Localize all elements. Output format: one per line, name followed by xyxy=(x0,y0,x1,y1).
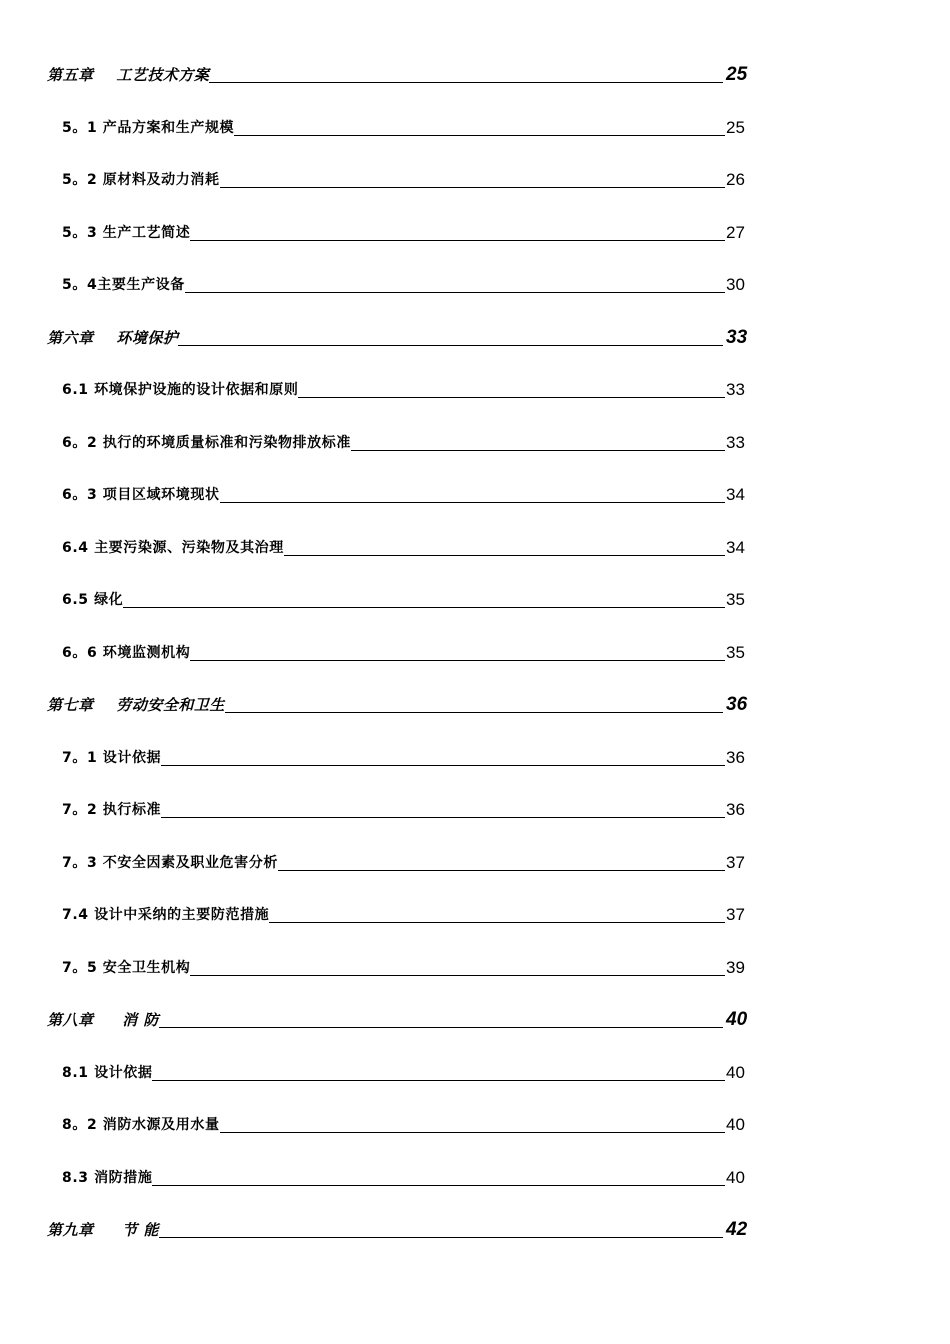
toc-chapter-6[interactable] xyxy=(0,318,950,348)
toc-entry-label: 第七章 劳动安全和卫生 xyxy=(47,696,225,714)
toc-page-number: 35 xyxy=(726,590,745,609)
toc-leader-line xyxy=(190,240,725,241)
toc-entry-label: 6。2 执行的环境质量标准和污染物排放标准 xyxy=(62,435,351,451)
toc-page-number: 36 xyxy=(726,694,748,715)
toc-entry-label: 第六章 环境保护 xyxy=(47,329,179,347)
toc-leader-line xyxy=(152,1080,725,1081)
toc-chapter-8[interactable] xyxy=(0,1000,950,1030)
toc-leader-line xyxy=(220,502,725,503)
toc-entry-label: 5。2 原材料及动力消耗 xyxy=(62,172,220,188)
toc-chapter-7[interactable] xyxy=(0,685,950,715)
toc-section-5-1[interactable] xyxy=(0,108,950,138)
toc-entry-label: 8。2 消防水源及用水量 xyxy=(62,1117,220,1133)
toc-page-number: 37 xyxy=(726,853,745,872)
toc-section-5-4[interactable] xyxy=(0,265,950,295)
toc-entry-label: 6.5 绿化 xyxy=(62,592,124,608)
toc-section-6-4[interactable] xyxy=(0,528,950,558)
toc-leader-line xyxy=(152,1185,725,1186)
toc-leader-line xyxy=(159,1237,723,1238)
toc-entry-label: 7。5 安全卫生机构 xyxy=(62,960,191,976)
toc-entry-label: 6。3 项目区域环境现状 xyxy=(62,487,220,503)
toc-leader-line xyxy=(159,1027,723,1028)
toc-leader-line xyxy=(351,450,725,451)
toc-section-6-5[interactable] xyxy=(0,580,950,610)
toc-entry-label: 5。3 生产工艺简述 xyxy=(62,225,191,241)
toc-entry-label: 6.1 环境保护设施的设计依据和原则 xyxy=(62,382,299,398)
toc-page-number: 40 xyxy=(726,1009,748,1030)
toc-leader-line xyxy=(225,712,723,713)
toc-page-number: 34 xyxy=(726,485,745,504)
toc-section-5-3[interactable] xyxy=(0,213,950,243)
toc-entry-label: 5。4主要生产设备 xyxy=(62,277,185,293)
toc-entry-label: 8.3 消防措施 xyxy=(62,1170,153,1186)
toc-entry-label: 7。3 不安全因素及职业危害分析 xyxy=(62,855,278,871)
toc-page-number: 39 xyxy=(726,958,745,977)
toc-leader-line xyxy=(269,922,725,923)
toc-section-8-2[interactable] xyxy=(0,1105,950,1135)
toc-page-number: 33 xyxy=(726,380,745,399)
toc-page-number: 40 xyxy=(726,1115,745,1134)
toc-entry-label: 第八章 消 防 xyxy=(47,1011,159,1029)
toc-leader-line xyxy=(190,975,725,976)
toc-page-number: 27 xyxy=(726,223,745,242)
toc-leader-line xyxy=(209,82,723,83)
toc-page-number: 26 xyxy=(726,170,745,189)
toc-section-7-1[interactable] xyxy=(0,738,950,768)
toc-section-7-2[interactable] xyxy=(0,790,950,820)
toc-page-number: 37 xyxy=(726,905,745,924)
toc-entry-label: 7。1 设计依据 xyxy=(62,750,162,766)
toc-page-number: 40 xyxy=(726,1168,745,1187)
toc-page-number: 35 xyxy=(726,643,745,662)
toc-section-7-3[interactable] xyxy=(0,843,950,873)
toc-section-7-4[interactable] xyxy=(0,895,950,925)
toc-entry-label: 5。1 产品方案和生产规模 xyxy=(62,120,235,136)
toc-leader-line xyxy=(123,607,725,608)
toc-section-6-2[interactable] xyxy=(0,423,950,453)
toc-leader-line xyxy=(284,555,725,556)
toc-section-6-1[interactable] xyxy=(0,370,950,400)
toc-entry-label: 6。6 环境监测机构 xyxy=(62,645,191,661)
toc-leader-line xyxy=(234,135,725,136)
toc-entry-label: 7。2 执行标准 xyxy=(62,802,162,818)
toc-section-6-6[interactable] xyxy=(0,633,950,663)
toc-section-7-5[interactable] xyxy=(0,948,950,978)
toc-entry-label: 6.4 主要污染源、污染物及其治理 xyxy=(62,540,284,556)
toc-page-number: 25 xyxy=(726,64,748,85)
toc-leader-line xyxy=(298,397,725,398)
toc-section-6-3[interactable] xyxy=(0,475,950,505)
toc-page-number: 30 xyxy=(726,275,745,294)
toc-leader-line xyxy=(278,870,725,871)
toc-leader-line xyxy=(190,660,725,661)
toc-entry-label: 7.4 设计中采纳的主要防范措施 xyxy=(62,907,270,923)
toc-page-number: 34 xyxy=(726,538,745,557)
toc-leader-line xyxy=(161,765,725,766)
toc-entry-label: 第九章 节 能 xyxy=(47,1221,159,1239)
toc-leader-line xyxy=(178,345,723,346)
toc-leader-line xyxy=(220,1132,725,1133)
toc-page-number: 33 xyxy=(726,327,748,348)
toc-chapter-9[interactable] xyxy=(0,1210,950,1240)
toc-entry-label: 第五章 工艺技术方案 xyxy=(47,66,210,84)
toc-page-number: 25 xyxy=(726,118,745,137)
toc-leader-line xyxy=(185,292,725,293)
toc-page-number: 36 xyxy=(726,748,745,767)
toc-entry-label: 8.1 设计依据 xyxy=(62,1065,153,1081)
toc-section-5-2[interactable] xyxy=(0,160,950,190)
toc-chapter-5[interactable] xyxy=(0,55,950,85)
toc-section-8-3[interactable] xyxy=(0,1158,950,1188)
toc-page-number: 33 xyxy=(726,433,745,452)
toc-page-number: 40 xyxy=(726,1063,745,1082)
toc-leader-line xyxy=(161,817,725,818)
toc-leader-line xyxy=(220,187,725,188)
toc-page-number: 42 xyxy=(726,1219,748,1240)
toc-section-8-1[interactable] xyxy=(0,1053,950,1083)
toc-page-number: 36 xyxy=(726,800,745,819)
